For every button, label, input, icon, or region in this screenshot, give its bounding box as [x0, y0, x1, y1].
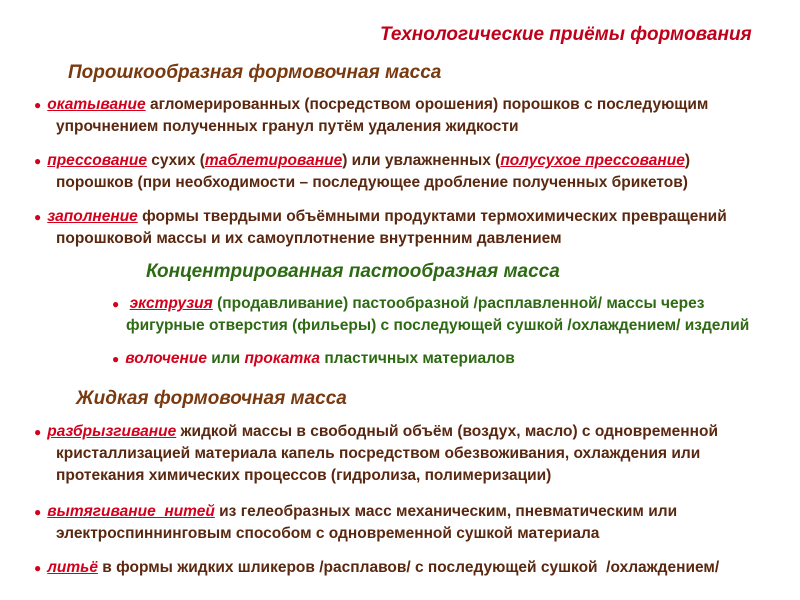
list-item	[34, 501, 794, 545]
bullet-icon: ●	[34, 425, 42, 439]
keyword: окатывание	[47, 96, 146, 113]
item-text: (продавливание) пастообразной /расплавленной/ массы через	[217, 295, 705, 312]
bullet-icon: ●	[112, 352, 120, 366]
section-heading-liquid: Жидкая формовочная масса	[76, 388, 347, 409]
item-text: протекания химических процессов (гидролиза, полимеризации)	[56, 467, 552, 484]
item-text: порошковой массы и их самоуплотнение внутренним давлением	[56, 230, 562, 247]
item-text: сухих (	[151, 152, 205, 169]
keyword: литьё	[47, 559, 98, 576]
section-heading-paste	[146, 261, 560, 283]
bullet-icon: ●	[112, 297, 120, 311]
item-text: фигурные отверстия (фильеры) с последующей сушкой /охлаждением/ изделий	[126, 317, 750, 334]
item-text: ) или увлажненных (	[342, 152, 501, 169]
bullet-icon: ●	[34, 98, 42, 112]
item-text: агломерированных (посредством орошения) порошков с последующим	[149, 96, 709, 113]
keyword: волочение	[125, 350, 207, 367]
section-heading-powder: Порошкообразная формовочная масса	[68, 62, 442, 83]
keyword: разбрызгивание	[47, 423, 177, 440]
keyword: экструзия	[129, 295, 213, 312]
item-text: кристаллизацией материала капель посредством обезвоживания, охлаждения или	[56, 445, 701, 462]
item-text: формы твердыми объёмными продуктами термохимических превращений	[142, 208, 727, 225]
list-item	[34, 150, 774, 194]
keyword: прокатка	[244, 350, 320, 367]
page-title: Технологические приёмы формования	[380, 24, 752, 45]
keyword: заполнение	[47, 208, 138, 225]
item-text: упрочнением полученных гранул путём удаления жидкости	[56, 118, 519, 135]
list-item	[34, 421, 794, 487]
bullet-icon: ●	[34, 210, 42, 224]
list-item	[34, 557, 794, 579]
list-item	[112, 293, 792, 337]
item-text: из гелеобразных масс механическим, пневматическим или	[219, 503, 678, 520]
item-text: пластичных материалов	[324, 350, 515, 367]
keyword: полусухое прессование	[500, 152, 685, 169]
item-text: в формы жидких шликеров /расплавов/ с последующей сушкой /охлаждением/	[102, 559, 720, 576]
keyword: таблетирование	[204, 152, 343, 169]
section-heading-text: Концентрированная пастообразная масса	[146, 261, 560, 282]
bullet-icon: ●	[34, 505, 42, 519]
item-text: жидкой массы в свободный объём (воздух, масло) с одновременной	[180, 423, 718, 440]
item-text: или	[211, 350, 241, 367]
keyword: вытягивание нитей	[47, 503, 215, 520]
item-text: )	[684, 152, 691, 169]
list-item	[34, 206, 794, 250]
bullet-icon: ●	[34, 154, 42, 168]
keyword: прессование	[47, 152, 147, 169]
bullet-icon: ●	[34, 561, 42, 575]
list-item	[112, 348, 792, 370]
item-text: порошков (при необходимости – последующее дробление полученных брикетов)	[56, 174, 688, 191]
list-item	[34, 94, 774, 138]
item-text: электроспиннинговым способом с одновременной сушкой материала	[56, 525, 600, 542]
